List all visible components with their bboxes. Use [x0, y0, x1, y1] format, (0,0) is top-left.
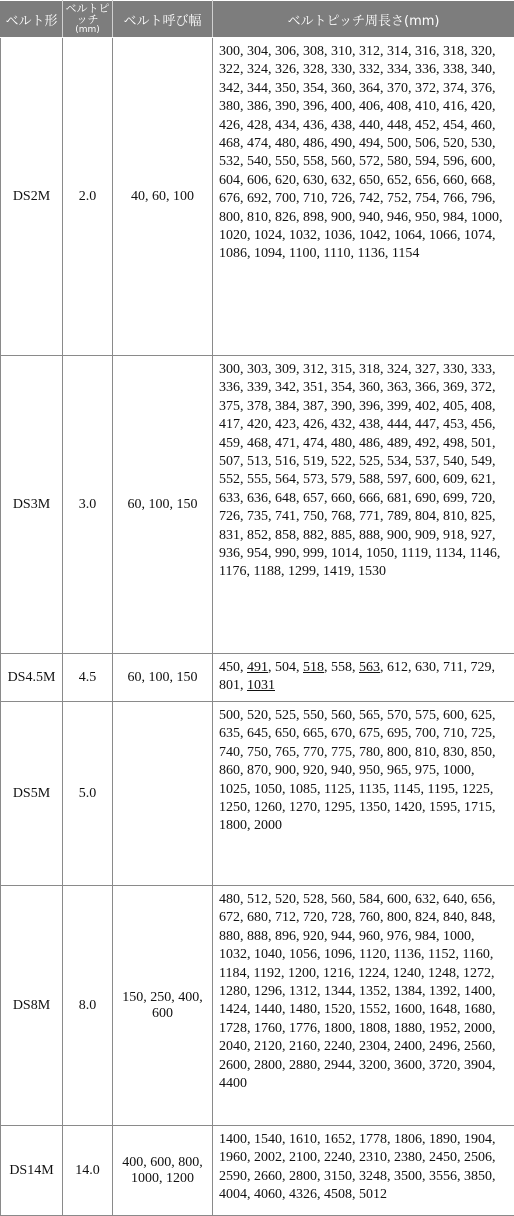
- length-value: 711: [443, 660, 463, 675]
- width-cell: 150, 250, 400, 600: [113, 886, 213, 1126]
- lengths-cell: 500, 520, 525, 550, 560, 565, 570, 575, 600, 625, 635, 645, 650, 665, 670, 675, 695, 700, 710, 725, 740, 750, 765, 770, 775, 780, 800, 810, 830, 850, 860, 870, 900, 920, 940, 950, 965, 975, 1000, 1025, 1050, 1085, 1125, 1135, 1145, 1195, 1225, 1250, 1260, 1270, 1295, 1350, 1420, 1595, 1715, 1800, 2000: [213, 702, 514, 886]
- length-value: 450: [219, 660, 240, 675]
- belt-type-cell: DS3M: [1, 356, 63, 654]
- belt-type-cell: DS5M: [1, 702, 63, 886]
- length-value: 491: [247, 660, 268, 675]
- length-value: 504: [275, 660, 296, 675]
- width-cell: 60, 100, 150: [113, 654, 213, 702]
- width-cell: 400, 600, 800, 1000, 1200: [113, 1126, 213, 1216]
- length-value: 801: [219, 678, 240, 693]
- table-row: [1, 38, 514, 356]
- lengths-cell: 450, 491, 504, 518, 558, 563, 612, 630, 711, 729, 801, 1031: [213, 654, 514, 702]
- header-belt-pitch-unit: (mm): [65, 25, 110, 36]
- header-belt-pitch: [63, 1, 113, 38]
- length-value: 729: [470, 660, 491, 675]
- table-row: [1, 356, 514, 654]
- header-belt-width: ベルト呼び幅: [113, 1, 213, 38]
- header-row: [1, 1, 514, 38]
- pitch-cell: 8.0: [63, 886, 113, 1126]
- header-belt-pitch-label: ベルトピッチ: [66, 2, 110, 26]
- belt-type-cell: DS8M: [1, 886, 63, 1126]
- pitch-cell: 5.0: [63, 702, 113, 886]
- length-value: 518: [303, 660, 324, 675]
- length-value: 563: [359, 660, 380, 675]
- lengths-cell: 300, 304, 306, 308, 310, 312, 314, 316, 318, 320, 322, 324, 326, 328, 330, 332, 334, 336, 338, 340, 342, 344, 350, 354, 360, 364, 370, 372, 374, 376, 380, 386, 390, 396, 400, 406, 408, 410, 416, 420, 426, 428, 434, 436, 438, 440, 448, 452, 454, 460, 468, 474, 480, 486, 490, 494, 500, 506, 520, 530, 532, 540, 550, 558, 560, 572, 580, 594, 596, 600, 604, 606, 620, 630, 632, 650, 652, 656, 660, 668, 676, 692, 700, 710, 726, 742, 752, 754, 766, 796, 800, 810, 826, 898, 900, 940, 946, 950, 984, 1000, 1020, 1024, 1032, 1036, 1042, 1064, 1066, 1074, 1086, 1094, 1100, 1110, 1136, 1154: [213, 38, 514, 356]
- length-value: 630: [415, 660, 436, 675]
- width-cell: 60, 100, 150: [113, 356, 213, 654]
- table-row: [1, 886, 514, 1126]
- table-row: [1, 1126, 514, 1216]
- length-value: 558: [331, 660, 352, 675]
- width-cell: [113, 702, 213, 886]
- length-value: 612: [387, 660, 408, 675]
- width-cell: 40, 60, 100: [113, 38, 213, 356]
- header-belt-type: ベルト形: [1, 1, 63, 38]
- lengths-cell: 1400, 1540, 1610, 1652, 1778, 1806, 1890, 1904, 1960, 2002, 2100, 2240, 2310, 2380, 2450, 2506, 2590, 2660, 2800, 3150, 3248, 3500, 3556, 3850, 4004, 4060, 4326, 4508, 5012: [213, 1126, 514, 1216]
- belt-type-cell: DS14M: [1, 1126, 63, 1216]
- header-pitch-length: ベルトピッチ周長さ(mm): [213, 1, 514, 38]
- table-row: [1, 654, 514, 702]
- pitch-cell: 3.0: [63, 356, 113, 654]
- lengths-cell: 480, 512, 520, 528, 560, 584, 600, 632, 640, 656, 672, 680, 712, 720, 728, 760, 800, 824, 840, 848, 880, 888, 896, 920, 944, 960, 976, 984, 1000, 1032, 1040, 1056, 1096, 1120, 1136, 1152, 1160, 1184, 1192, 1200, 1216, 1224, 1240, 1248, 1272, 1280, 1296, 1312, 1344, 1352, 1384, 1392, 1400, 1424, 1440, 1480, 1520, 1552, 1600, 1648, 1680, 1728, 1760, 1776, 1800, 1808, 1880, 1952, 2000, 2040, 2120, 2160, 2240, 2304, 2400, 2496, 2560, 2600, 2800, 2880, 2944, 3200, 3600, 3720, 3904, 4400: [213, 886, 514, 1126]
- belt-type-cell: DS4.5M: [1, 654, 63, 702]
- length-value: 1031: [247, 678, 275, 693]
- pitch-cell: 2.0: [63, 38, 113, 356]
- belt-type-cell: DS2M: [1, 38, 63, 356]
- pitch-cell: 14.0: [63, 1126, 113, 1216]
- table-row: [1, 702, 514, 886]
- lengths-cell: 300, 303, 309, 312, 315, 318, 324, 327, 330, 333, 336, 339, 342, 351, 354, 360, 363, 366, 369, 372, 375, 378, 384, 387, 390, 396, 399, 402, 405, 408, 417, 420, 423, 426, 432, 438, 444, 447, 453, 456, 459, 468, 471, 474, 480, 486, 489, 492, 498, 501, 507, 513, 516, 519, 522, 525, 534, 537, 540, 549, 552, 555, 564, 573, 579, 588, 597, 600, 609, 621, 633, 636, 648, 657, 660, 666, 681, 690, 699, 720, 726, 735, 741, 750, 768, 771, 789, 804, 810, 825, 831, 852, 858, 882, 885, 888, 900, 909, 918, 927, 936, 954, 990, 999, 1014, 1050, 1119, 1134, 1146, 1176, 1188, 1299, 1419, 1530: [213, 356, 514, 654]
- pitch-cell: 4.5: [63, 654, 113, 702]
